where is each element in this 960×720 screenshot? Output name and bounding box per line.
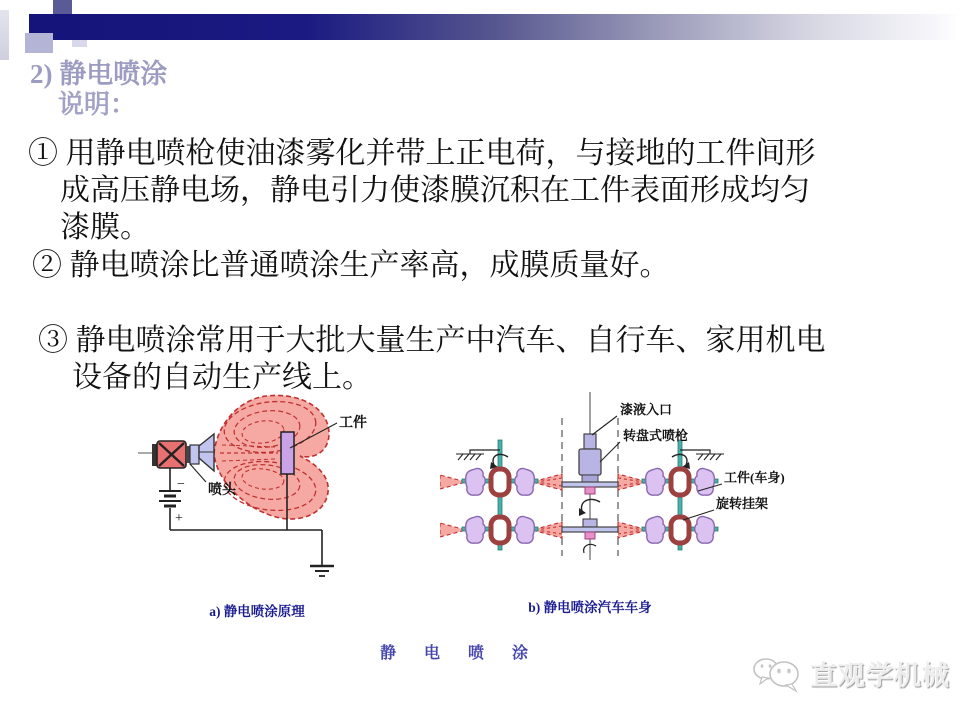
paint-inlet-tube bbox=[584, 434, 596, 449]
spinning-disc-lower bbox=[562, 527, 618, 532]
nozzle-upper bbox=[585, 487, 595, 494]
header-square-navy bbox=[29, 14, 53, 33]
gun-flange bbox=[186, 446, 190, 463]
car-body bbox=[695, 468, 715, 495]
car-body bbox=[466, 468, 486, 495]
ground-arm bbox=[680, 450, 710, 454]
car-body bbox=[515, 468, 535, 495]
workpiece-label: 工件 bbox=[339, 416, 367, 431]
point-1-line-2: 成高压静电场，静电引力使漆膜沉积在工件表面形成均匀 bbox=[60, 174, 810, 207]
watermark-text: 直观学机械 bbox=[810, 660, 950, 691]
figure-car-body-spraying bbox=[440, 388, 810, 620]
slide-title: 2) 静电喷涂 bbox=[30, 59, 168, 89]
wechat-logo-icon bbox=[752, 652, 804, 694]
gun-collar bbox=[582, 475, 598, 482]
rotating-rack-label: 旋转挂架 bbox=[716, 496, 769, 511]
paint-inlet-label: 漆液入口 bbox=[620, 402, 673, 417]
nozzle-label: 喷头 bbox=[208, 483, 236, 498]
hanger-upper bbox=[491, 469, 509, 495]
spinning-disc-upper bbox=[562, 482, 618, 487]
point-2-line-1: ② 静电喷涂比普通喷涂生产率高，成膜质量好。 bbox=[32, 249, 670, 282]
rotation-arrow-upper bbox=[581, 499, 600, 511]
hanger-group-left bbox=[456, 440, 538, 550]
header-square-slate bbox=[53, 0, 72, 14]
header-square-lavender bbox=[25, 33, 53, 53]
hanger-upper bbox=[671, 469, 689, 495]
point-3-line-1: ③ 静电喷涂常用于大批大量生产中汽车、自行车、家用机电 bbox=[38, 324, 826, 357]
nozzle-lower bbox=[585, 532, 595, 539]
car-body bbox=[515, 516, 535, 543]
workpiece-body-label: 工件(车身) bbox=[724, 470, 785, 485]
nozzle-leader-line bbox=[190, 464, 206, 482]
hanger-lower bbox=[491, 517, 509, 543]
header-left-strip bbox=[0, 10, 9, 60]
car-body bbox=[466, 516, 486, 543]
car-body bbox=[695, 516, 715, 543]
gun-body bbox=[579, 449, 601, 475]
figure-a-caption: a) 静电喷涂原理 bbox=[209, 604, 305, 619]
disc-gun-leader bbox=[600, 442, 620, 462]
spray-field bbox=[214, 395, 329, 519]
disc-gun-label: 转盘式喷枪 bbox=[623, 428, 689, 443]
hanger-lower bbox=[671, 517, 689, 543]
slide-subtitle: 说明： bbox=[58, 90, 137, 119]
point-3-line-2: 设备的自动生产线上。 bbox=[72, 361, 372, 394]
paint-inlet-leader bbox=[592, 416, 617, 435]
figures-group-caption: 静 电 喷 涂 bbox=[379, 645, 540, 662]
ground-hatch bbox=[696, 454, 724, 460]
point-1-line-3: 漆膜。 bbox=[60, 211, 150, 244]
car-body bbox=[646, 468, 666, 495]
spray-gun bbox=[152, 434, 214, 471]
figure-electrostatic-principle bbox=[130, 390, 380, 630]
watermark bbox=[752, 652, 950, 694]
ground-symbol bbox=[310, 566, 334, 576]
ground-arm bbox=[470, 450, 500, 454]
ground-hatch bbox=[456, 454, 484, 460]
battery-plus-label: + bbox=[175, 511, 183, 526]
workpiece-bar bbox=[281, 432, 294, 474]
nozzle-collar bbox=[190, 445, 199, 464]
hanger-group-right bbox=[642, 440, 724, 550]
header-gradient-bar bbox=[53, 14, 960, 40]
gun-block-lower bbox=[583, 519, 597, 527]
battery-symbol bbox=[159, 491, 181, 506]
figure-b-caption: b) 静电喷涂汽车车身 bbox=[528, 600, 652, 615]
car-body bbox=[646, 516, 666, 543]
point-1-line-1: ① 用静电喷枪使油漆雾化并带上正电荷，与接地的工件间形 bbox=[28, 137, 816, 170]
battery-minus-label: − bbox=[177, 477, 185, 492]
